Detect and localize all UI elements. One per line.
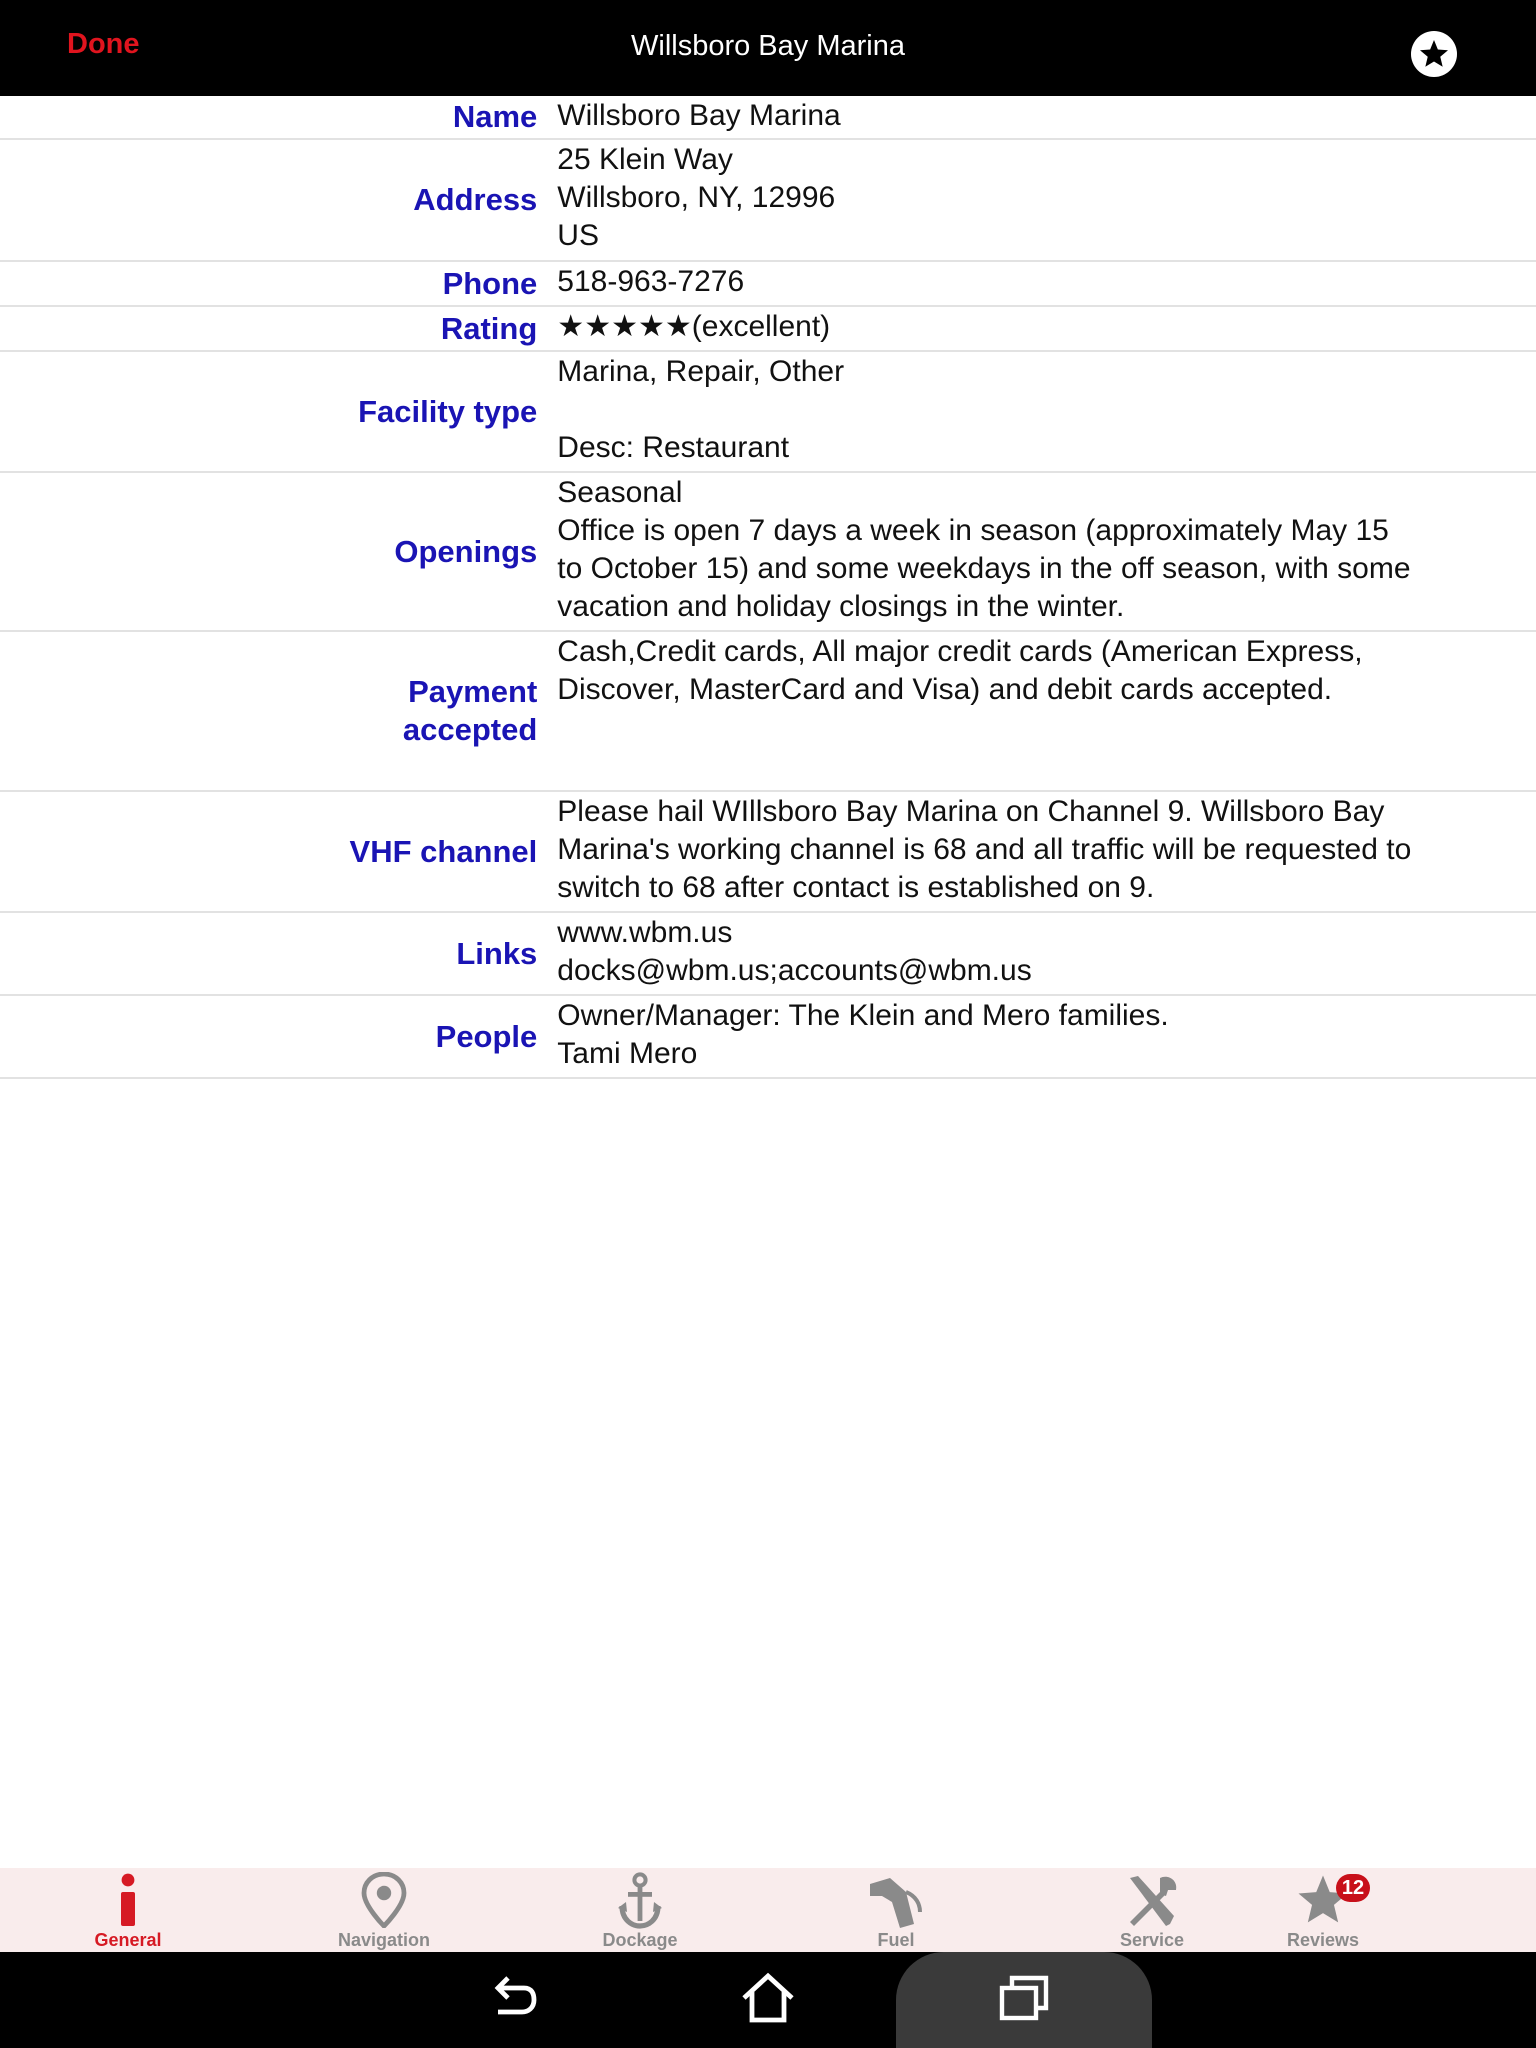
detail-row-facility-type xyxy=(0,352,1536,473)
tab-service[interactable] xyxy=(1067,1868,1237,1952)
info-icon xyxy=(108,1872,148,1928)
detail-label: Payment accepted xyxy=(402,674,538,747)
detail-label: VHF channel xyxy=(349,833,538,869)
page-title: Willsboro Bay Marina xyxy=(631,30,905,62)
recents-button[interactable] xyxy=(996,1970,1052,2031)
detail-value: 25 Klein Way Willsboro, NY, 12996 US xyxy=(557,143,836,252)
detail-label: Links xyxy=(456,935,538,971)
tab-fuel[interactable] xyxy=(811,1868,981,1952)
fuel-nozzle-icon xyxy=(866,1872,926,1930)
bottom-tab-bar xyxy=(0,1868,1536,1952)
recents-icon xyxy=(996,1970,1052,2026)
detail-value: Marina, Repair, Other Desc: Restaurant xyxy=(557,355,845,464)
home-button[interactable] xyxy=(740,1970,796,2031)
back-button[interactable] xyxy=(484,1970,540,2031)
detail-row-name xyxy=(0,96,1536,140)
star-circle-icon xyxy=(1418,38,1450,70)
detail-label: Name xyxy=(452,99,538,134)
tab-label: Fuel xyxy=(877,1930,915,1950)
tab-navigation[interactable] xyxy=(299,1868,469,1952)
tab-label: General xyxy=(94,1930,162,1950)
detail-row-phone xyxy=(0,262,1536,307)
tab-label: Navigation xyxy=(337,1930,430,1950)
tab-dockage[interactable] xyxy=(555,1868,725,1952)
detail-label: Address xyxy=(413,182,538,217)
favorite-button[interactable] xyxy=(1411,31,1457,77)
detail-row-payment xyxy=(0,632,1536,792)
anchor-icon xyxy=(616,1872,664,1930)
done-button[interactable]: Done xyxy=(67,28,140,60)
home-icon xyxy=(740,1970,796,2026)
map-pin-icon xyxy=(360,1872,408,1928)
detail-row-people xyxy=(0,996,1536,1079)
detail-row-vhf-channel xyxy=(0,792,1536,913)
tab-reviews[interactable] xyxy=(1238,1868,1408,1952)
rating-stars: ★★★★★(excellent) xyxy=(557,310,831,343)
detail-value: Please hail WIllsboro Bay Marina on Channel 9. Willsboro Bay Marina's working channel is 68 and all traffic will be requested to switch to 68 after contact is established on 9. xyxy=(557,795,1412,904)
detail-label: Facility type xyxy=(358,393,538,429)
tools-icon xyxy=(1122,1872,1182,1930)
system-nav-bar xyxy=(0,1952,1536,2048)
detail-label: Rating xyxy=(440,310,538,346)
tab-label: Service xyxy=(1119,1930,1185,1950)
detail-row-openings xyxy=(0,473,1536,632)
detail-value: Seasonal Office is open 7 days a week in season (approximately May 15 to October 15) and some weekdays in the off season, with some vacation and holiday closings in the winter. xyxy=(557,476,1411,623)
tab-label: Dockage xyxy=(602,1930,678,1950)
detail-row-rating xyxy=(0,307,1536,352)
top-bar xyxy=(0,0,1536,96)
detail-links[interactable]: www.wbm.us docks@wbm.us;accounts@wbm.us xyxy=(557,916,1032,987)
detail-label: Openings xyxy=(394,533,538,569)
reviews-count-badge: 12 xyxy=(1336,1874,1370,1902)
detail-label: Phone xyxy=(442,265,538,301)
tab-label: Reviews xyxy=(1286,1930,1360,1950)
detail-value: Owner/Manager: The Klein and Mero families. Tami Mero xyxy=(557,999,1169,1070)
details-table xyxy=(0,96,1536,1079)
back-icon xyxy=(484,1970,540,2026)
detail-row-links xyxy=(0,913,1536,996)
detail-row-address xyxy=(0,140,1536,262)
detail-value[interactable]: 518-963-7276 xyxy=(557,265,745,298)
detail-value: Willsboro Bay Marina xyxy=(557,99,841,132)
detail-value: Cash,Credit cards, All major credit cards (American Express, Discover, MasterCard and Visa) and debit cards accepted. xyxy=(557,635,1363,706)
tab-general[interactable] xyxy=(43,1868,213,1952)
detail-label: People xyxy=(435,1018,538,1054)
